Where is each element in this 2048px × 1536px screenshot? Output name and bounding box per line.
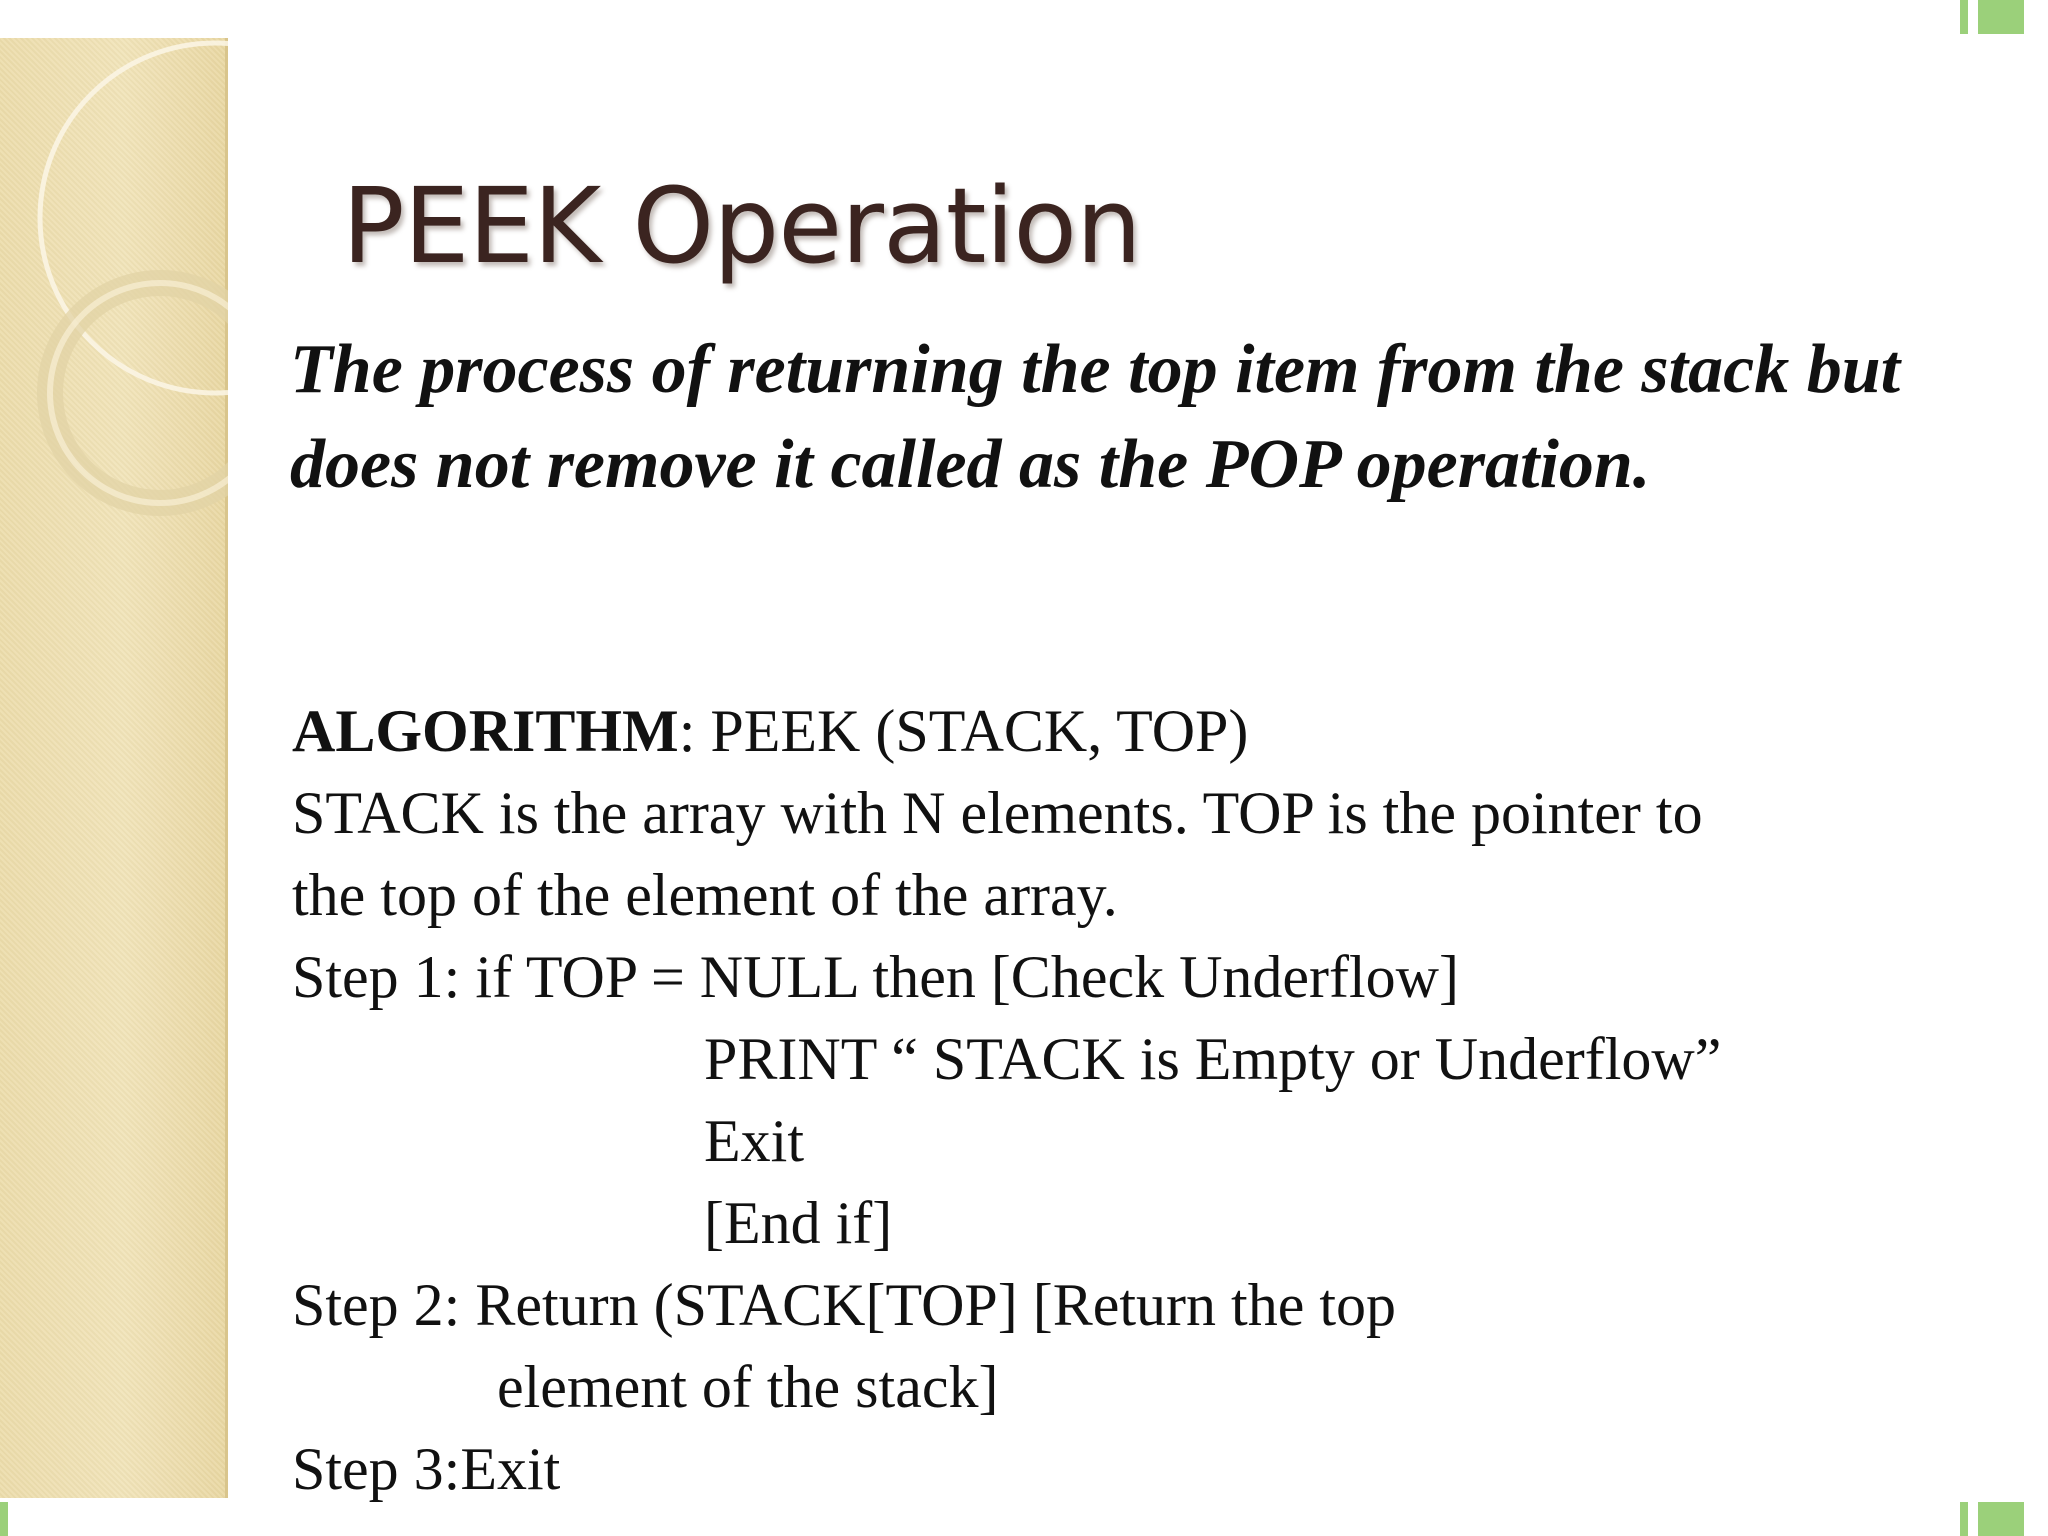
step-2-continuation: element of the stack] bbox=[497, 1354, 999, 1420]
step-1-end-if: [End if] bbox=[704, 1190, 893, 1256]
step-1-print: PRINT “ STACK is Empty or Underflow” bbox=[704, 1026, 1722, 1092]
corner-accent-bottom-left bbox=[0, 1502, 14, 1536]
algorithm-block bbox=[292, 690, 1992, 1510]
slide-title: PEEK Operation bbox=[342, 165, 1141, 287]
decorative-side-panel bbox=[0, 38, 228, 1498]
step-2: Step 2: Return (STACK[TOP] [Return the top bbox=[292, 1272, 1396, 1338]
algorithm-signature: : PEEK (STACK, TOP) bbox=[678, 698, 1249, 764]
algorithm-label: ALGORITHM bbox=[292, 698, 679, 764]
step-3: Step 3:Exit bbox=[292, 1436, 561, 1502]
decorative-rings bbox=[0, 38, 228, 1498]
step-1-exit: Exit bbox=[704, 1108, 804, 1174]
step-1: Step 1: if TOP = NULL then [Check Underflow] bbox=[292, 944, 1459, 1010]
definition-text: The process of returning the top item from the stack but does not remove it called as the POP operation. bbox=[290, 331, 1901, 503]
corner-accent-top-right bbox=[1960, 0, 2024, 34]
algorithm-description-line-1: STACK is the array with N elements. TOP is the pointer to bbox=[292, 780, 1703, 846]
algorithm-heading bbox=[292, 690, 1992, 772]
algorithm-description-line-2: the top of the element of the array. bbox=[292, 862, 1118, 928]
